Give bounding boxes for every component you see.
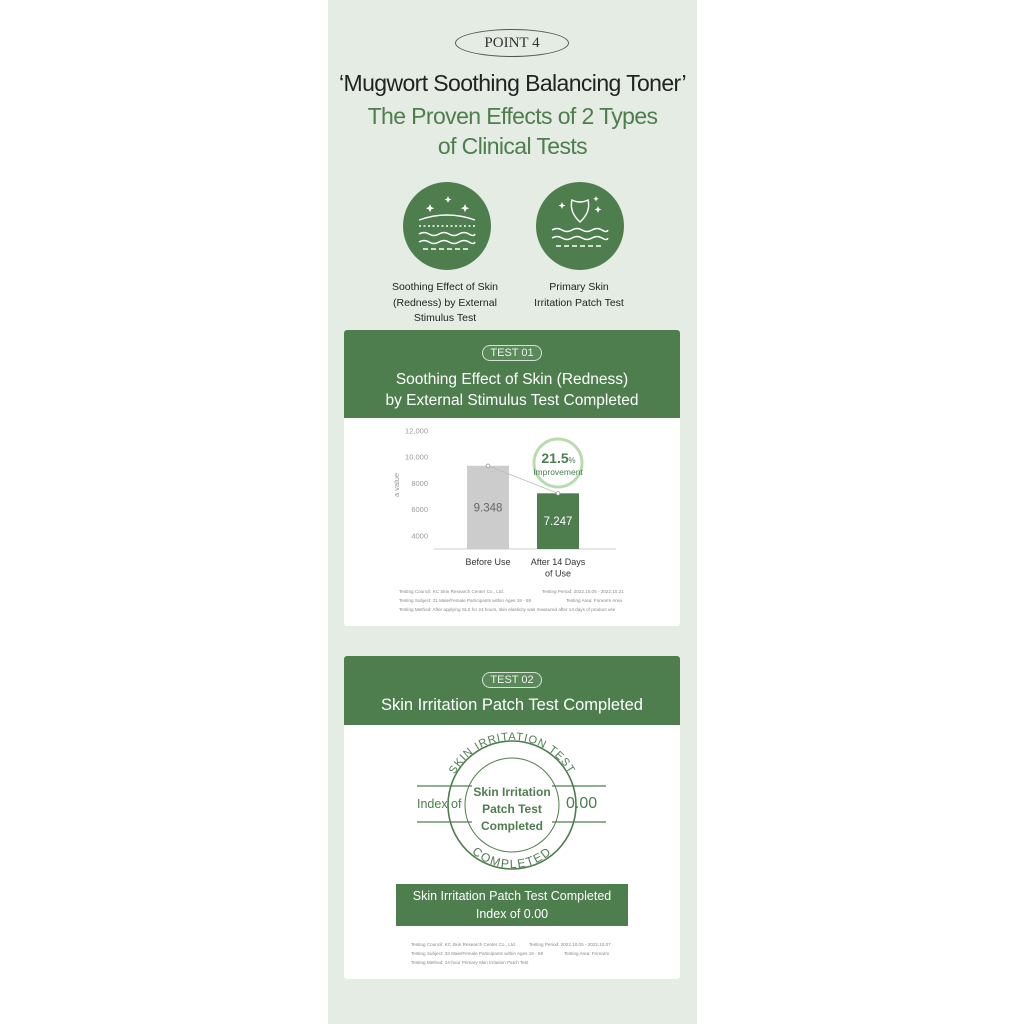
point-badge: POINT 4 xyxy=(455,29,569,57)
test01-badge: TEST 01 xyxy=(482,345,541,361)
skin-sparkle-icon xyxy=(403,182,491,270)
headline xyxy=(328,101,697,161)
footnote2-area: Testing Area: Forearm xyxy=(564,951,610,956)
index-label: Index of xyxy=(417,797,462,811)
seal-bottom-text: COMPLETED xyxy=(469,844,555,872)
footnote-council: Testing Council: KC Skin Research Center Co., Ltd. xyxy=(399,589,504,594)
x-category-label: Before Use xyxy=(465,557,511,567)
test01-heading: Soothing Effect of Skin (Redness) by External Stimulus Test Completed xyxy=(385,371,639,409)
footnote-period: Testing Period: 2022.10.05 - 2022.10.21 xyxy=(542,589,624,594)
footnotes-test01 xyxy=(344,418,680,626)
shield-skin-icon xyxy=(536,182,624,270)
seal-center-text: Skin Irritation Patch Test Completed xyxy=(473,785,551,833)
test02-header xyxy=(344,656,680,725)
y-axis-label: a value xyxy=(392,472,401,498)
test02-heading: Skin Irritation Patch Test Completed xyxy=(381,696,643,714)
x-category-label: of Use xyxy=(544,568,572,579)
icon-label-patch: Primary Skin Irritation Patch Test xyxy=(534,281,624,309)
headline-line-1: The Proven Effects of 2 Types xyxy=(367,103,658,129)
bar-value-label: 9.348 xyxy=(473,502,503,515)
improvement-label: Improvement xyxy=(533,467,583,477)
bar-value-label: 7.247 xyxy=(543,516,573,529)
index-value: 0.00 xyxy=(566,795,598,812)
improvement-unit: % xyxy=(568,456,576,465)
test01-header xyxy=(344,330,680,418)
y-tick-label: 6000 xyxy=(411,505,428,515)
footnote-method: Testing Method: After applying SLS for 24 hours, skin elasticity was measured after 14 days of product use xyxy=(399,607,616,612)
test01-card xyxy=(344,330,680,626)
test02-card xyxy=(344,656,680,979)
y-tick-label: 10,000 xyxy=(405,452,428,462)
footnote-area: Testing Area: Forearm Area xyxy=(566,598,622,603)
icon-label-soothing: Soothing Effect of Skin (Redness) by External Stimulus Test xyxy=(391,281,499,324)
footnote2-council: Testing Council: KC Skin Research Center Co., Ltd. xyxy=(411,942,516,947)
y-tick-label: 8000 xyxy=(411,478,428,488)
footnote2-period: Testing Period: 2022.10.05 - 2022.10.07 xyxy=(529,942,611,947)
x-category-label: After 14 Days xyxy=(530,557,586,567)
footnote-subject: Testing Subject: 21 Male/Female Participants within Ages 19 - 59 xyxy=(399,598,532,603)
test02-badge: TEST 02 xyxy=(482,672,541,688)
product-title: ‘Mugwort Soothing Balancing Toner’ xyxy=(339,70,686,96)
headline-line-2: of Clinical Tests xyxy=(437,133,588,159)
footnote2-method: Testing Method: 24-hour Primary Skin Irritation Patch Test xyxy=(411,960,529,965)
improvement-value: 21.5 xyxy=(541,450,569,466)
y-tick-label: 12,000 xyxy=(405,426,428,436)
y-tick-label: 4000 xyxy=(411,531,428,541)
result-banner: Skin Irritation Patch Test Completed Index of 0.00 xyxy=(396,884,628,926)
footnote2-subject: Testing Subject: 33 Male/Female Participants within Ages 19 - 59 xyxy=(411,951,544,956)
seal-top-text: SKIN IRRITATION TEST xyxy=(446,730,578,777)
